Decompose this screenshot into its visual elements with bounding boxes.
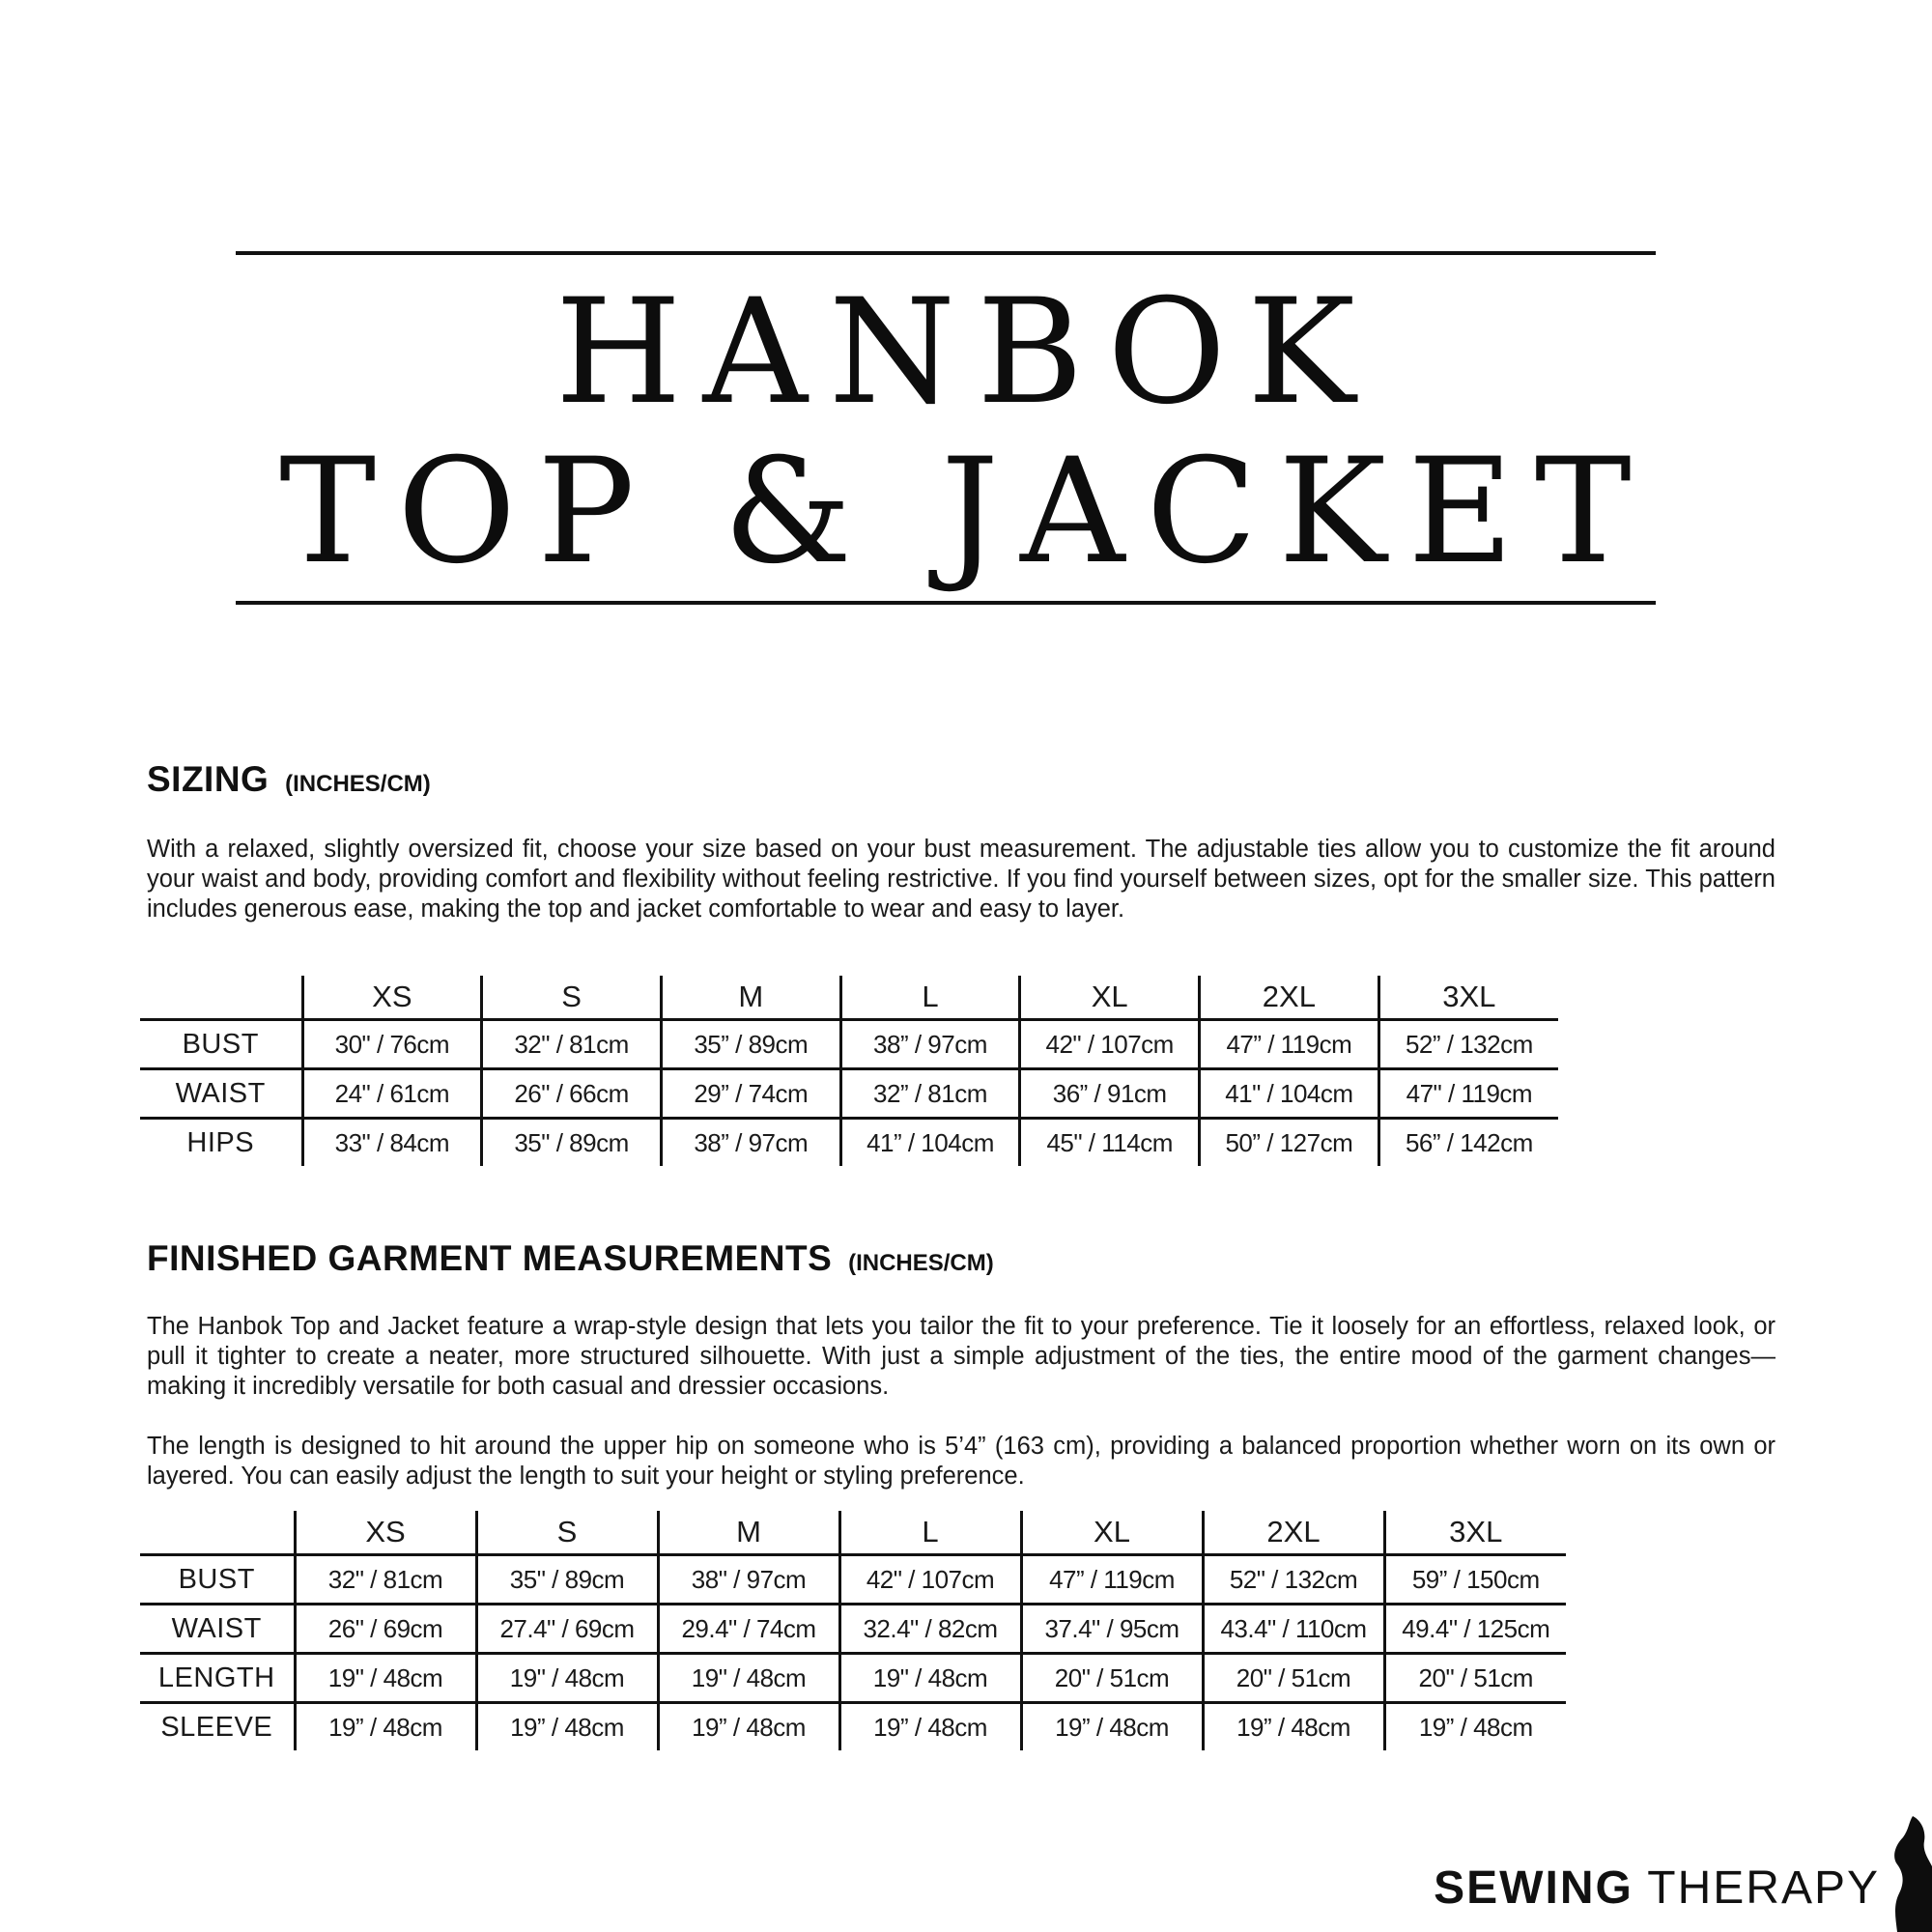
finished-description-2: The length is designed to hit around the upper hip on someone who is 5’4” (163 cm), providing a balanced proportion whether worn on its own or layered. You can easily adjust the length to suit your height or styling preference. [147,1433,1776,1490]
finished-size-2xl: 2XL [1203,1511,1384,1555]
table-cell: 50” / 127cm [1200,1119,1379,1167]
row-label: BUST [178,1563,255,1595]
table-cell: 20" / 51cm [1021,1654,1203,1703]
table-cell: 19” / 48cm [839,1703,1021,1751]
finished-unit: (INCHES/CM) [848,1250,994,1276]
table-cell: 19" / 48cm [295,1654,476,1703]
table-cell: 19" / 48cm [658,1654,839,1703]
finished-size-s: S [476,1511,658,1555]
table-cell: 32” / 81cm [840,1069,1020,1119]
row-label: LENGTH [157,1662,275,1693]
row-label: WAIST [175,1077,266,1109]
table-cell: 26" / 66cm [482,1069,662,1119]
table-cell: 19” / 48cm [658,1703,839,1751]
sizing-table [140,976,1558,1166]
sizing-description: With a relaxed, slightly oversized fit, choose your size based on your bust measurement. The adjustable ties allow you to customize the fit around your waist and body, providing comfort and flexibility without feeling restrictive. If you find yourself between sizes, opt for the smaller size. This pattern includes generous ease, making the top and jacket comfortable to wear and easy to layer. [147,836,1776,923]
sizing-size-xl: XL [1020,976,1200,1020]
table-cell: 26" / 69cm [295,1605,476,1654]
table-cell: 29.4" / 74cm [658,1605,839,1654]
table-cell: 19” / 48cm [1021,1703,1203,1751]
table-cell: 24" / 61cm [302,1069,482,1119]
row-label: HIPS [186,1126,255,1158]
table-cell: 49.4" / 125cm [1384,1605,1566,1654]
table-cell: 35" / 89cm [482,1119,662,1167]
finished-corner-cell [140,1511,295,1555]
sizing-table-header [140,976,1558,1020]
finished-size-3xl: 3XL [1384,1511,1566,1555]
sizing-heading [147,759,431,800]
row-label: BUST [182,1028,259,1060]
table-cell: 38” / 97cm [840,1020,1020,1069]
sizing-unit: (INCHES/CM) [285,771,431,797]
table-cell: 30" / 76cm [302,1020,482,1069]
table-cell: 47" / 119cm [1378,1069,1558,1119]
row-label: SLEEVE [160,1711,273,1743]
table-row [140,1020,1558,1069]
finished-description-1: The Hanbok Top and Jacket feature a wrap-style design that lets you tailor the fit to your preference. Tie it loosely for an effortless, relaxed look, or pull it tighter to create a neater, more structured silhouette. With just a simple adjustment of the ties, the entire mood of the garment changes—making it incredibly versatile for both casual and dressier occasions. [147,1313,1776,1400]
brand-logo [1434,1861,1880,1915]
table-cell: 42" / 107cm [839,1555,1021,1605]
table-cell: 20" / 51cm [1384,1654,1566,1703]
table-cell: 27.4" / 69cm [476,1605,658,1654]
table-cell: 35” / 89cm [661,1020,840,1069]
table-cell: 20" / 51cm [1203,1654,1384,1703]
finished-size-xl: XL [1021,1511,1203,1555]
sizing-size-xs: XS [302,976,482,1020]
table-cell: 41" / 104cm [1200,1069,1379,1119]
finished-size-m: M [658,1511,839,1555]
table-cell: 19” / 48cm [1203,1703,1384,1751]
table-cell: 19” / 48cm [476,1703,658,1751]
sizing-heading-text: SIZING [147,759,270,799]
table-cell: 29” / 74cm [661,1069,840,1119]
table-cell: 52” / 132cm [1378,1020,1558,1069]
finished-size-xs: XS [295,1511,476,1555]
finished-heading [147,1238,994,1279]
table-cell: 45" / 114cm [1020,1119,1200,1167]
title-top-rule [236,251,1656,255]
finished-table [140,1511,1566,1750]
sizing-size-2xl: 2XL [1200,976,1379,1020]
table-cell: 47” / 119cm [1021,1555,1203,1605]
table-cell: 32.4" / 82cm [839,1605,1021,1654]
sizing-size-s: S [482,976,662,1020]
title-bottom-rule [236,601,1656,605]
title-line-1: HANBOK [554,269,1378,437]
table-row [140,1069,1558,1119]
table-row [140,1605,1566,1654]
table-cell: 38" / 97cm [658,1555,839,1605]
brand-word-therapy: THERAPY [1647,1862,1880,1914]
table-cell: 59” / 150cm [1384,1555,1566,1605]
finished-size-l: L [839,1511,1021,1555]
dress-form-icon [1874,1816,1932,1932]
sizing-size-m: M [661,976,840,1020]
sizing-size-3xl: 3XL [1378,976,1558,1020]
table-cell: 47” / 119cm [1200,1020,1379,1069]
table-row [140,1119,1558,1167]
finished-heading-text: FINISHED GARMENT MEASUREMENTS [147,1238,833,1278]
sizing-size-l: L [840,976,1020,1020]
table-row [140,1654,1566,1703]
table-cell: 19” / 48cm [1384,1703,1566,1751]
sizing-corner-cell [140,976,302,1020]
table-cell: 36” / 91cm [1020,1069,1200,1119]
table-cell: 52" / 132cm [1203,1555,1384,1605]
table-cell: 32" / 81cm [295,1555,476,1605]
table-cell: 56” / 142cm [1378,1119,1558,1167]
table-row [140,1703,1566,1751]
finished-table-header [140,1511,1566,1555]
table-cell: 35" / 89cm [476,1555,658,1605]
brand-word-sewing: SEWING [1434,1862,1634,1914]
table-cell: 38” / 97cm [661,1119,840,1167]
table-cell: 19” / 48cm [295,1703,476,1751]
table-cell: 33" / 84cm [302,1119,482,1167]
table-cell: 43.4" / 110cm [1203,1605,1384,1654]
table-cell: 42" / 107cm [1020,1020,1200,1069]
table-cell: 41” / 104cm [840,1119,1020,1167]
table-cell: 32" / 81cm [482,1020,662,1069]
row-label: WAIST [171,1612,262,1644]
title-line-2: TOP & JACKET [279,428,1653,596]
table-cell: 37.4" / 95cm [1021,1605,1203,1654]
table-cell: 19" / 48cm [476,1654,658,1703]
table-row [140,1555,1566,1605]
table-cell: 19" / 48cm [839,1654,1021,1703]
